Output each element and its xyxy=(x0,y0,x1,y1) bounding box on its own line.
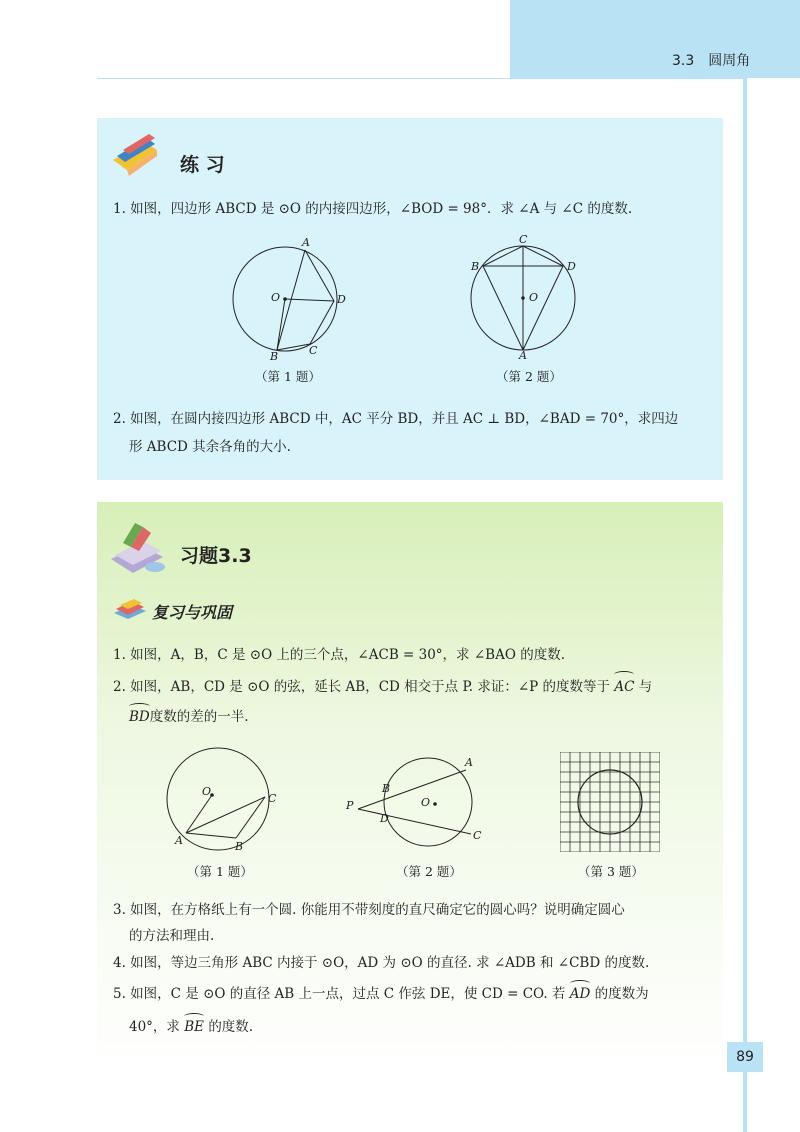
ex-fig1-label-o: O xyxy=(202,785,212,798)
arc-ad-mark xyxy=(570,980,591,987)
exercise-q5-text-d: 的度数. xyxy=(208,1019,254,1035)
exercise-fig1-caption: （第 1 题） xyxy=(187,864,253,879)
header-band xyxy=(510,0,800,78)
fig1-label-o: O xyxy=(271,291,281,304)
exercise-books-icon xyxy=(105,515,170,580)
exercise-q3-line1: 3. 如图，在方格纸上有一个圆. 你能用不带刻度的直尺确定它的圆心吗？说明确定圆心 xyxy=(113,902,625,918)
practice-q2-line1: 2. 如图，在圆内接四边形 ABCD 中，AC 平分 BD，并且 AC ⊥ BD，∠BAD = 70°，求四边 xyxy=(113,411,679,427)
practice-q1: 1. 如图，四边形 ABCD 是 ⊙O 的内接四边形，∠BOD = 98°．求 ∠A 与 ∠C 的度数. xyxy=(113,201,633,217)
exercise-q2-line1 xyxy=(113,675,652,697)
arc-be xyxy=(184,1017,204,1037)
exercise-q2-line2 xyxy=(129,707,249,727)
arc-ac-label: AC xyxy=(614,679,635,695)
practice-fig2-caption: （第 2 题） xyxy=(496,369,562,384)
exercise-q5-line1 xyxy=(113,984,649,1004)
fig1-label-b: B xyxy=(270,350,279,363)
ex-fig2-label-c: C xyxy=(473,829,482,842)
fig2-label-a: A xyxy=(519,349,527,362)
header-rule xyxy=(97,78,743,79)
ex-fig2-label-a: A xyxy=(465,756,473,769)
fig2-label-b: B xyxy=(471,260,480,273)
practice-figure-1 xyxy=(225,235,355,365)
arc-bd-mark xyxy=(129,703,150,710)
exercise-fig3-caption: （第 3 题） xyxy=(578,864,644,879)
exercise-figure-3 xyxy=(560,752,660,852)
review-books-icon xyxy=(112,597,148,623)
ex-fig1-label-a: A xyxy=(175,834,183,847)
arc-ac-mark xyxy=(614,671,634,678)
ex-fig1-label-b: B xyxy=(235,840,244,853)
fig1-label-d: D xyxy=(337,293,346,306)
exercises-title: 习题3.3 xyxy=(180,545,252,567)
exercise-figure-2 xyxy=(338,752,498,852)
exercise-q2-text-b: 与 xyxy=(638,679,653,695)
exercises-subtitle: 复习与巩固 xyxy=(152,603,233,622)
arc-be-mark xyxy=(184,1013,204,1020)
exercise-q4: 4. 如图，等边三角形 ABC 内接于 ⊙O，AD 为 ⊙O 的直径. 求 ∠ADB 和 ∠CBD 的度数. xyxy=(113,955,650,971)
ex-fig2-label-b: B xyxy=(382,782,391,795)
arc-ac xyxy=(614,675,634,697)
ex-fig2-label-p: P xyxy=(346,799,354,812)
exercise-q2-text-a: 2. 如图，AB，CD 是 ⊙O 的弦，延长 AB，CD 相交于点 P. 求证：∠P 的度数等于 xyxy=(113,679,611,695)
arc-ad xyxy=(570,984,591,1004)
practice-title: 练 习 xyxy=(180,154,225,176)
ex-fig1-label-c: C xyxy=(268,792,277,805)
exercise-q3-line2: 的方法和理由. xyxy=(129,928,215,944)
arc-ad-label: AD xyxy=(569,986,591,1002)
fig2-label-c: C xyxy=(519,233,528,246)
practice-q2-line2: 形 ABCD 其余各角的大小. xyxy=(129,439,291,455)
exercise-q1: 1. 如图，A，B，C 是 ⊙O 上的三个点，∠ACB = 30°，求 ∠BAO 的度数. xyxy=(113,647,565,663)
books-icon xyxy=(105,130,165,180)
fig1-label-a: A xyxy=(302,236,310,249)
exercise-q5-text-b: 的度数为 xyxy=(594,986,649,1002)
ex-fig2-label-o: O xyxy=(421,796,431,809)
arc-be-label: BE xyxy=(184,1019,205,1035)
practice-figure-2 xyxy=(465,232,585,362)
exercise-q5-line2 xyxy=(129,1017,253,1037)
arc-bd xyxy=(129,707,150,727)
ex-fig2-label-d: D xyxy=(380,812,389,825)
fig1-label-c: C xyxy=(309,344,318,357)
fig2-label-d: D xyxy=(567,260,576,273)
exercise-q5-text-a: 5. 如图，C 是 ⊙O 的直径 AB 上一点，过点 C 作弦 DE，使 CD = CO. 若 xyxy=(113,986,566,1002)
arc-bd-label: BD xyxy=(129,709,150,725)
exercise-q2-text-c: 度数的差的一半. xyxy=(149,709,249,725)
practice-fig1-caption: （第 1 题） xyxy=(255,369,321,384)
fig2-label-o: O xyxy=(529,291,539,304)
side-rule xyxy=(743,78,747,1132)
section-title: 3.3 圆周角 xyxy=(672,53,751,69)
page-number: 89 xyxy=(727,1042,763,1072)
exercise-q5-text-c: 40°，求 xyxy=(129,1019,180,1035)
exercise-figure-1 xyxy=(160,745,285,857)
exercise-fig2-caption: （第 2 题） xyxy=(396,864,462,879)
